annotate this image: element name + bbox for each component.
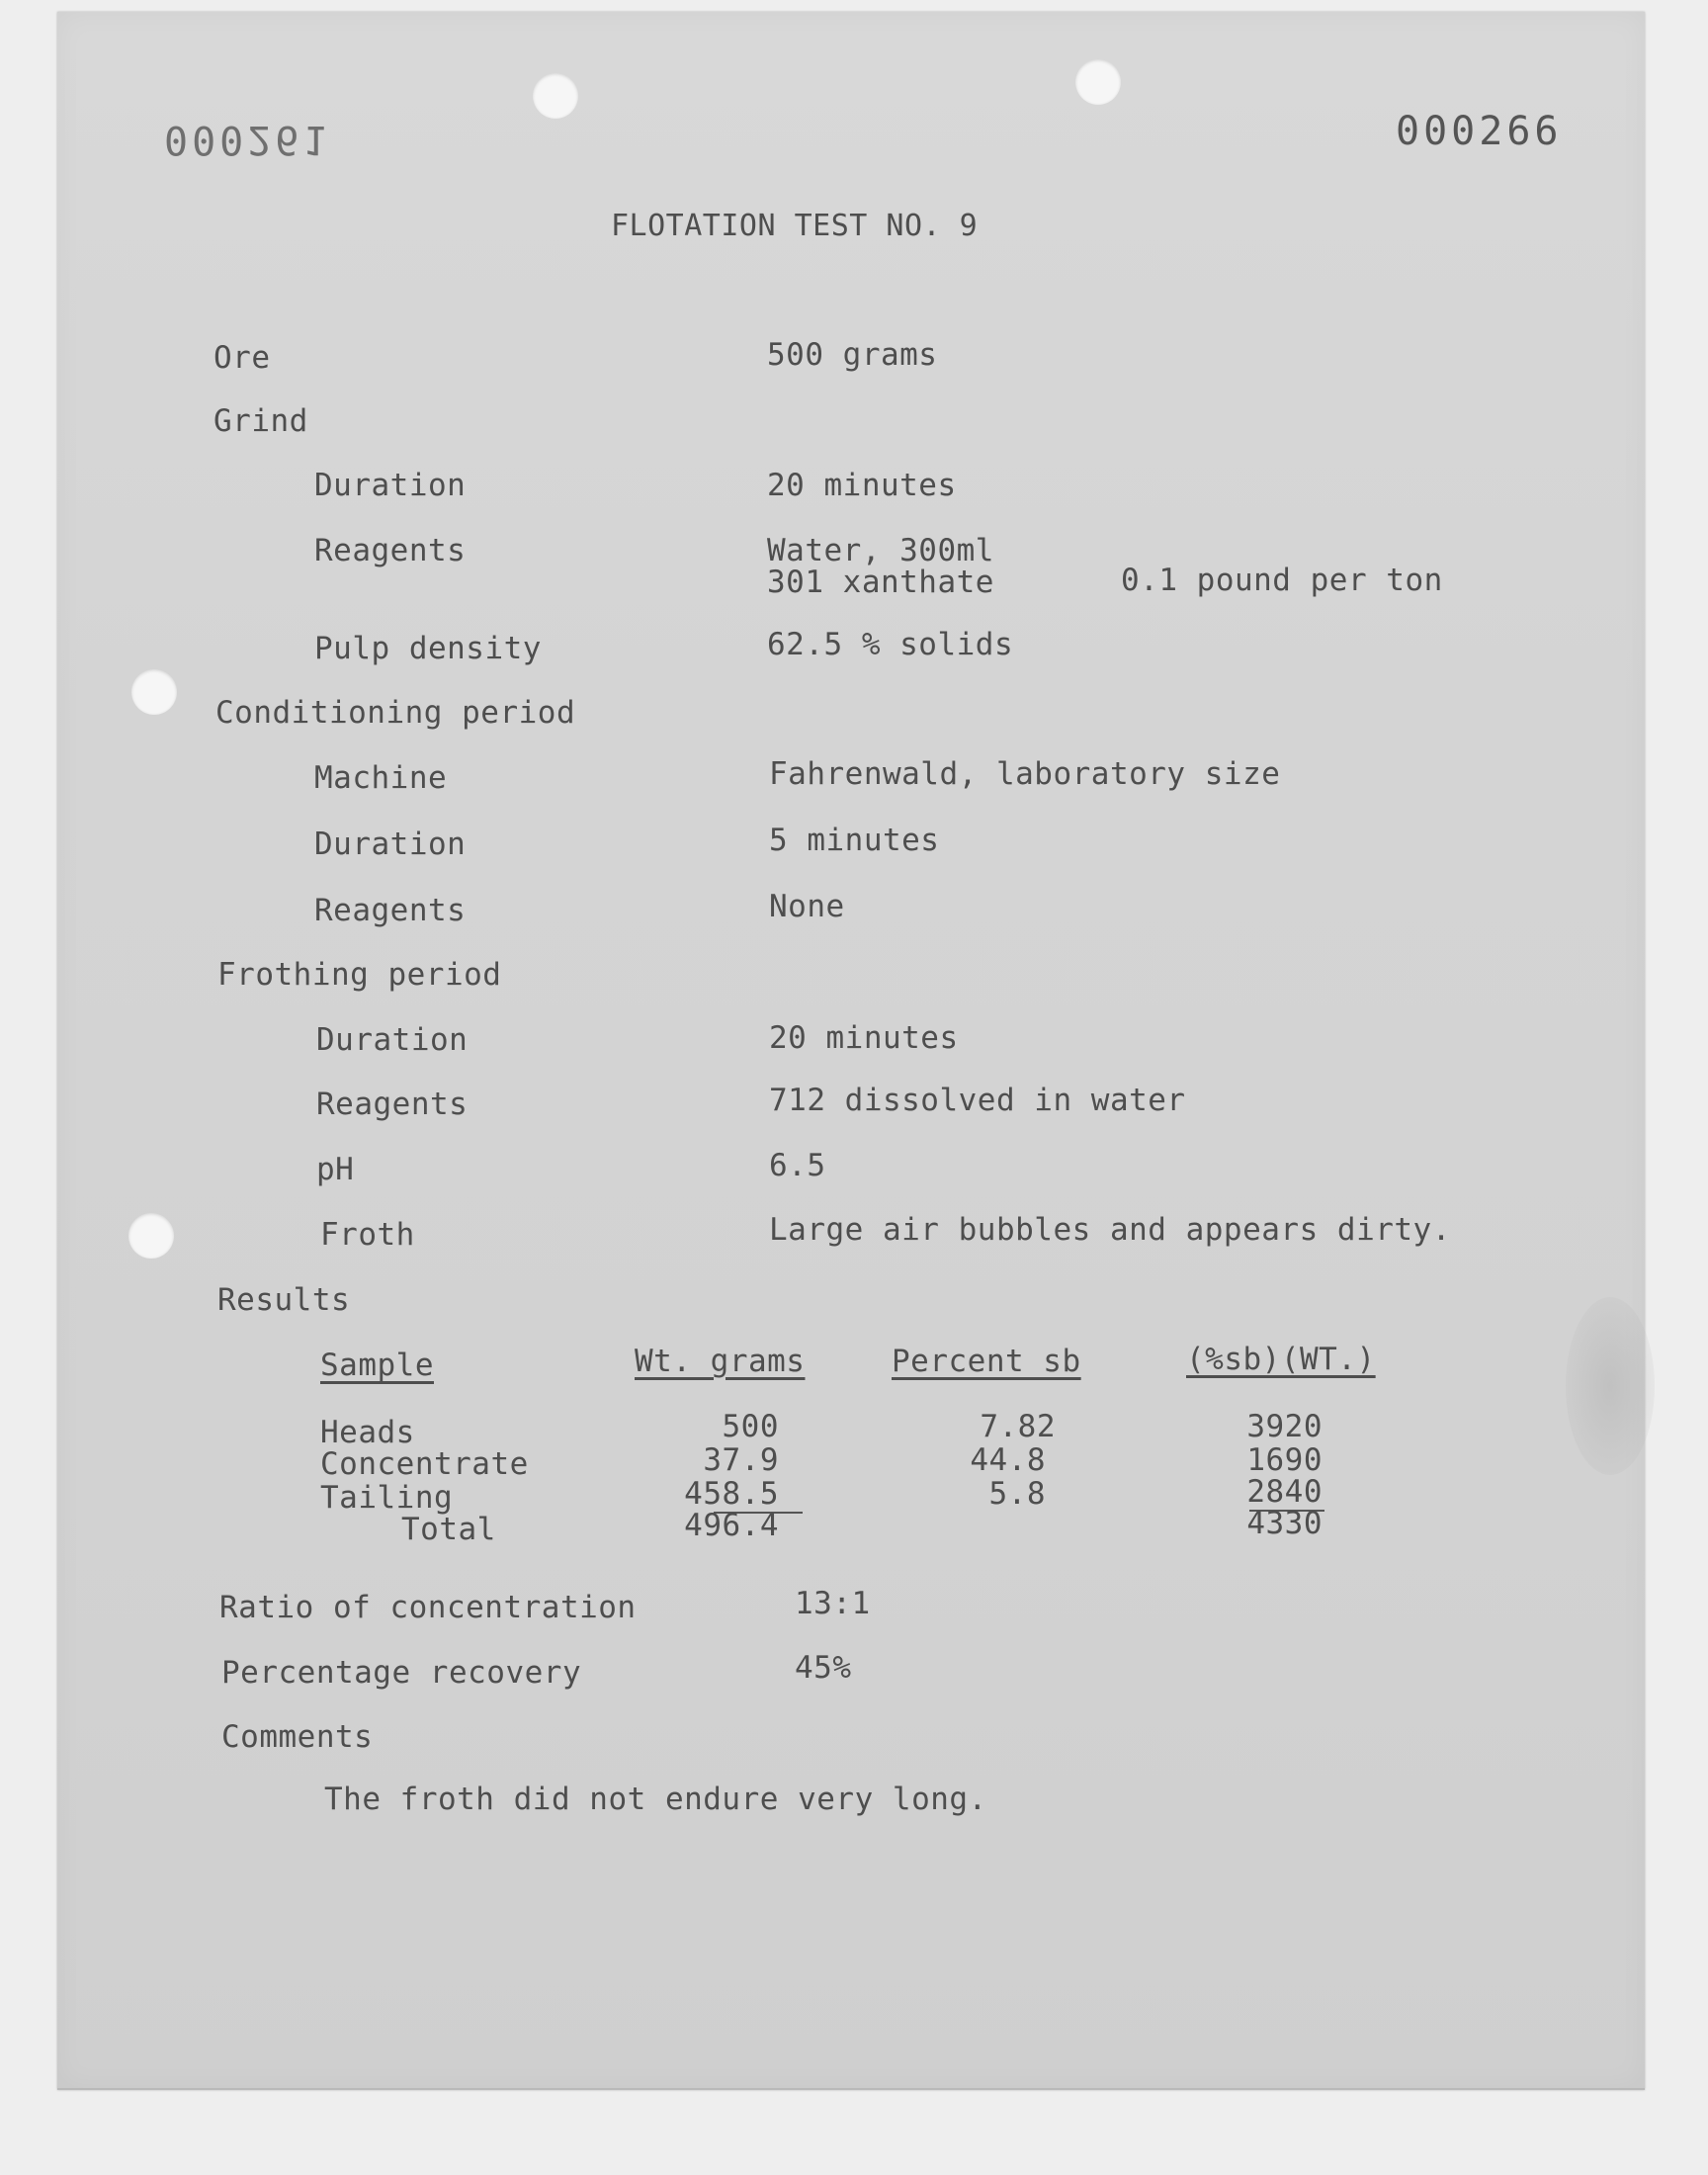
punch-hole (533, 73, 578, 119)
conditioning-label: Conditioning period (215, 695, 576, 731)
frothing-reagents-label: Reagents (316, 1087, 469, 1122)
results-header-sample: Sample (320, 1348, 434, 1383)
results-header-prod: (%sb)(WT.) (1186, 1342, 1376, 1377)
conditioning-duration-label: Duration (314, 826, 467, 862)
table-row-sample: Total (401, 1512, 496, 1547)
grind-reagents-line2: 301 xanthate (767, 565, 994, 600)
table-row-wt: 500 (722, 1409, 779, 1444)
table-row-pct: 7.82 (980, 1409, 1056, 1444)
recovery-value: 45% (795, 1650, 852, 1686)
grind-reagents-label: Reagents (314, 533, 467, 568)
table-row-sample: Tailing (320, 1480, 454, 1516)
mirrored-doc-number: 000261 (164, 117, 331, 162)
pulp-density-value: 62.5 % solids (767, 627, 1014, 662)
page-title: FLOTATION TEST NO. 9 (611, 209, 979, 243)
frothing-duration-label: Duration (316, 1022, 469, 1058)
table-row-sample: Heads (320, 1415, 415, 1450)
results-header-wt: Wt. grams (635, 1344, 806, 1379)
grind-duration-label: Duration (314, 468, 467, 503)
table-row-prod: 4330 (1246, 1506, 1323, 1541)
ore-value: 500 grams (767, 337, 938, 373)
comments-text: The froth did not endure very long. (324, 1782, 987, 1817)
document-page (57, 12, 1645, 2090)
froth-value: Large air bubbles and appears dirty. (769, 1212, 1451, 1248)
table-row-prod: 2840 (1246, 1474, 1323, 1510)
grind-duration-value: 20 minutes (767, 468, 957, 503)
grind-label: Grind (214, 403, 308, 439)
table-row-prod: 1690 (1246, 1442, 1323, 1478)
pulp-density-label: Pulp density (314, 631, 542, 666)
results-label: Results (217, 1282, 351, 1318)
table-row-sample: Concentrate (320, 1446, 529, 1482)
punch-hole (128, 1213, 174, 1259)
results-header-pct: Percent sb (892, 1344, 1081, 1379)
comments-label: Comments (221, 1719, 374, 1755)
machine-label: Machine (314, 760, 448, 796)
punch-hole (131, 669, 177, 715)
recovery-label: Percentage recovery (221, 1655, 582, 1691)
grind-reagents-amount: 0.1 pound per ton (1121, 563, 1443, 598)
table-row-pct: 5.8 (988, 1476, 1046, 1512)
table-row-wt: 496.4 (684, 1508, 779, 1543)
page-smudge (1566, 1297, 1655, 1475)
conditioning-reagents-value: None (769, 889, 845, 924)
conditioning-duration-value: 5 minutes (769, 823, 940, 858)
table-row-prod: 3920 (1246, 1409, 1323, 1444)
ph-label: pH (316, 1152, 355, 1187)
table-row-wt: 458.5 (684, 1476, 779, 1512)
ratio-label: Ratio of concentration (219, 1590, 637, 1625)
conditioning-reagents-label: Reagents (314, 893, 467, 928)
froth-label: Froth (320, 1217, 415, 1253)
ph-value: 6.5 (769, 1148, 826, 1183)
machine-value: Fahrenwald, laboratory size (769, 756, 1281, 792)
ore-label: Ore (214, 340, 271, 376)
table-row-wt: 37.9 (703, 1442, 779, 1478)
grind-reagents-line1: Water, 300ml (767, 533, 994, 568)
doc-number: 000266 (1396, 109, 1563, 154)
frothing-reagents-value: 712 dissolved in water (769, 1083, 1186, 1118)
table-row-pct: 44.8 (970, 1442, 1046, 1478)
ratio-value: 13:1 (795, 1586, 871, 1621)
punch-hole (1075, 59, 1121, 105)
frothing-duration-value: 20 minutes (769, 1020, 959, 1056)
frothing-label: Frothing period (217, 957, 502, 993)
